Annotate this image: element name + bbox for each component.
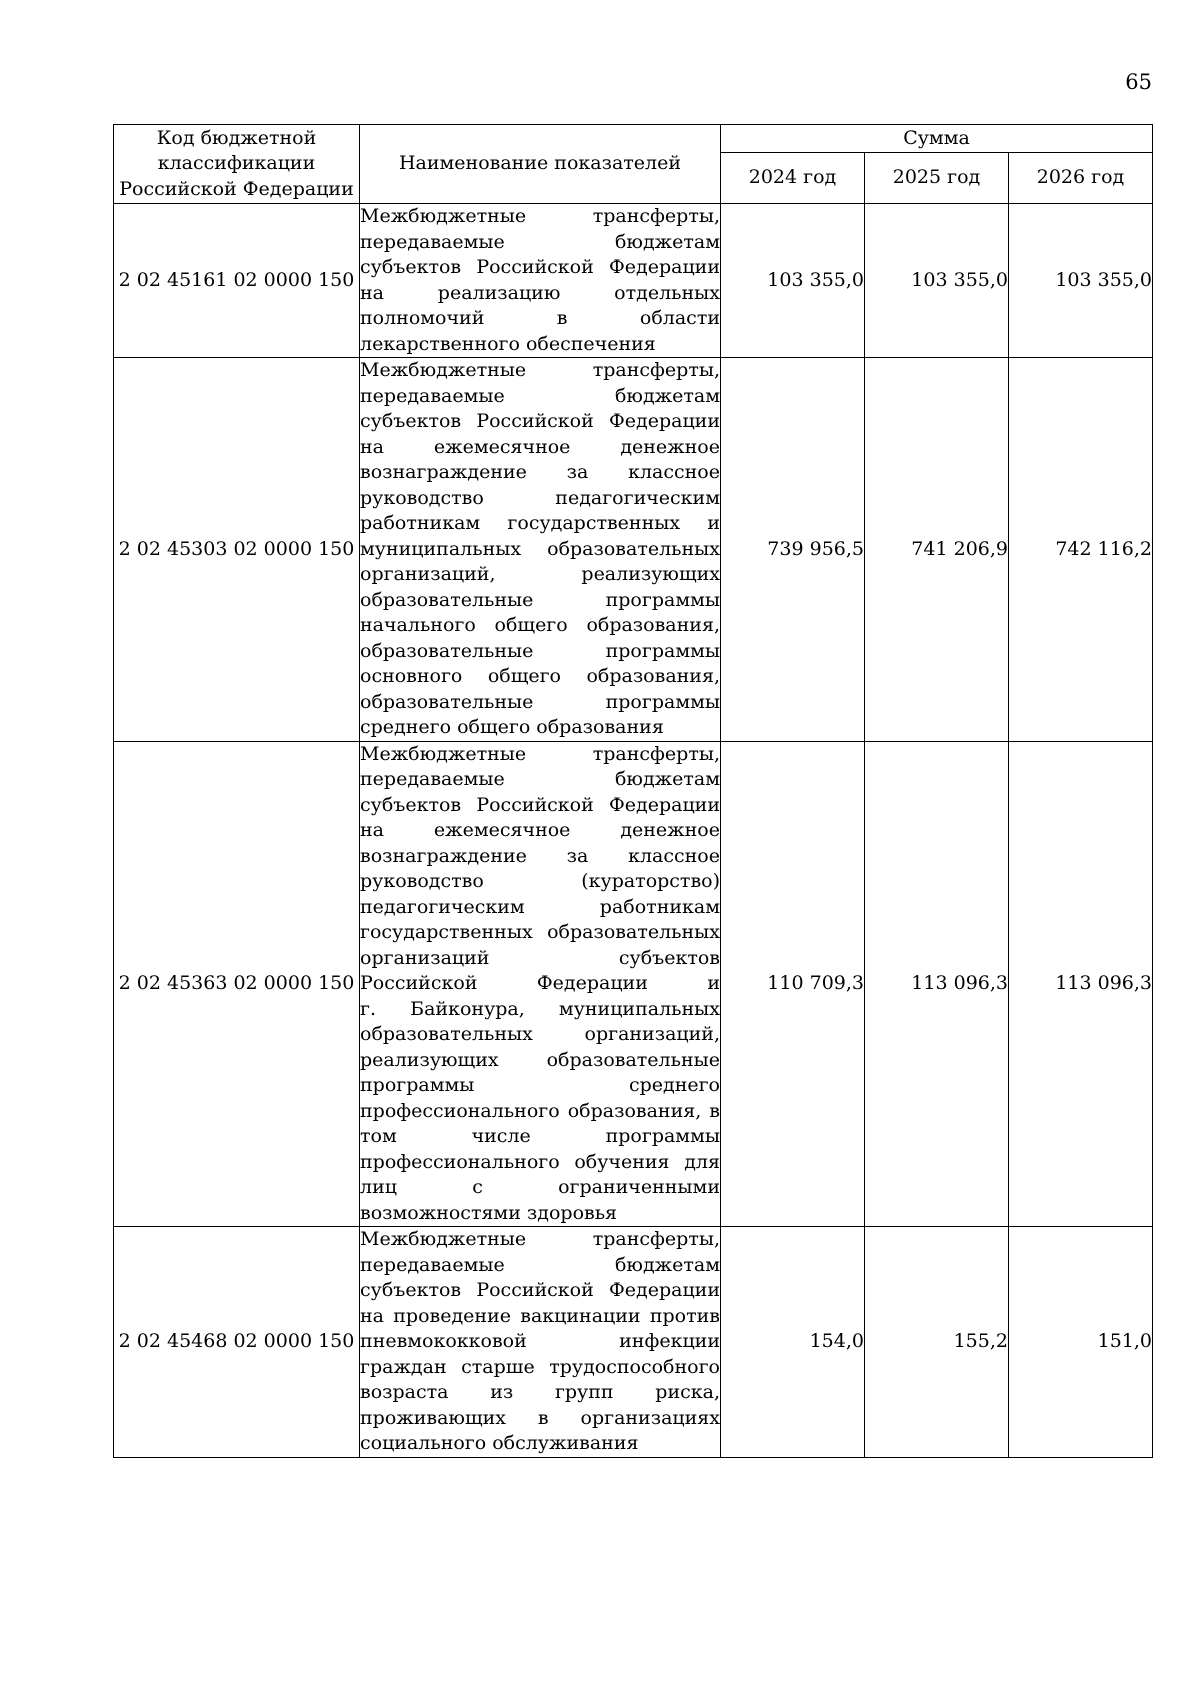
indicator-name-line: педагогическим работникам [360,895,720,918]
header-code-column: Код бюджетной классификации Российской Федерации [114,125,360,204]
indicator-name-line: на ежемесячное денежное [360,819,720,841]
indicator-name-line: субъектов Российской Федерации [360,1279,720,1301]
indicator-name-line: профессионального образования, в [360,1099,720,1122]
indicator-name-line: пневмококковой инфекции [360,1330,720,1352]
budget-table [113,124,1153,1458]
amount-cell-2025: 113 096,3 [865,741,1009,1227]
budget-code-cell: 2 02 45363 02 0000 150 [114,741,360,1227]
amount-cell-2026: 151,0 [1009,1227,1153,1458]
indicator-name-line: профессионального обучения для [360,1150,720,1173]
amount-cell-2024: 110 709,3 [721,741,865,1227]
indicator-name-line: субъектов Российской Федерации [360,793,720,816]
indicator-name-line: образовательные программы [360,588,720,611]
indicator-name-line: субъектов Российской Федерации [360,410,720,432]
amount-cell-2026: 103 355,0 [1009,204,1153,358]
indicator-name-line: среднего общего образования [360,716,664,738]
indicator-name-cell [360,204,721,358]
amount-cell-2024: 154,0 [721,1227,865,1458]
indicator-name-line: лекарственного обеспечения [360,332,656,355]
indicator-name-line: проживающих в организациях [360,1406,720,1429]
indicator-name-line: на ежемесячное денежное [360,435,720,458]
amount-cell-2026: 113 096,3 [1009,741,1153,1227]
indicator-name-line: образовательные программы [360,639,720,662]
table-row [114,204,1153,358]
indicator-name-line: образовательные программы [360,690,720,713]
indicator-name-line: на проведение вакцинации против [360,1304,720,1327]
indicator-name-line: государственных образовательных [360,921,720,943]
indicator-name-line: передаваемые бюджетам [360,1253,720,1276]
table-row [114,358,1153,742]
indicator-name-line: передаваемые бюджетам [360,230,720,253]
indicator-name-line: на реализацию отдельных [360,281,720,304]
indicator-name-line: работникам государственных и [360,512,720,534]
indicator-name-line: организаций, реализующих [360,563,720,585]
indicator-name-line: полномочий в области [360,307,720,329]
amount-cell-2026: 742 116,2 [1009,358,1153,742]
indicator-name-line: социального обслуживания [360,1432,639,1454]
amount-cell-2025: 155,2 [865,1227,1009,1458]
table-row [114,741,1153,1227]
header-year-2025: 2025 год [865,153,1009,204]
table-row [114,1227,1153,1458]
indicator-name-line: организаций субъектов [360,946,720,969]
indicator-name-line: лиц с ограниченными [360,1176,720,1198]
indicator-name-line: г. Байконура, муниципальных [360,997,720,1020]
indicator-name-line: Межбюджетные трансферты, [360,1228,720,1250]
indicator-name-line: Межбюджетные трансферты, [360,742,720,765]
indicator-name-line: субъектов Российской Федерации [360,256,720,278]
budget-code-cell: 2 02 45468 02 0000 150 [114,1227,360,1458]
indicator-name-line: Межбюджетные трансферты, [360,205,720,227]
indicator-name-line: руководство (кураторство) [360,870,720,892]
indicator-name-line: возраста из групп риска, [360,1381,720,1403]
indicator-name-line: вознаграждение за классное [360,461,720,483]
indicator-name-line: передаваемые бюджетам [360,384,720,407]
indicator-name-line: реализующих образовательные [360,1048,720,1071]
indicator-name-line: передаваемые бюджетам [360,768,720,790]
indicator-name-line: Российской Федерации и [360,972,720,994]
table-body [114,204,1153,1458]
amount-cell-2025: 103 355,0 [865,204,1009,358]
indicator-name-line: основного общего образования, [360,665,720,687]
indicator-name-line: вознаграждение за классное [360,844,720,867]
header-year-2024: 2024 год [721,153,865,204]
amount-cell-2024: 739 956,5 [721,358,865,742]
indicator-name-cell [360,358,721,742]
amount-cell-2024: 103 355,0 [721,204,865,358]
indicator-name-line: программы среднего [360,1074,720,1096]
budget-code-cell: 2 02 45303 02 0000 150 [114,358,360,742]
indicator-name-line: том числе программы [360,1125,720,1147]
indicator-name-line: возможностями здоровья [360,1201,618,1224]
indicator-name-line: граждан старше трудоспособного [360,1355,720,1378]
indicator-name-line: образовательных организаций, [360,1023,720,1045]
indicator-name-line: руководство педагогическим [360,486,720,509]
indicator-name-line: начального общего образования, [360,614,720,636]
indicator-name-line: Межбюджетные трансферты, [360,359,720,381]
indicator-name-cell [360,741,721,1227]
indicator-name-cell [360,1227,721,1458]
budget-code-cell: 2 02 45161 02 0000 150 [114,204,360,358]
indicator-name-line: муниципальных образовательных [360,537,720,560]
header-sum-column: Сумма [721,125,1153,153]
page-number: 65 [1125,70,1152,94]
header-name-column: Наименование показателей [360,125,721,204]
header-year-2026: 2026 год [1009,153,1153,204]
amount-cell-2025: 741 206,9 [865,358,1009,742]
